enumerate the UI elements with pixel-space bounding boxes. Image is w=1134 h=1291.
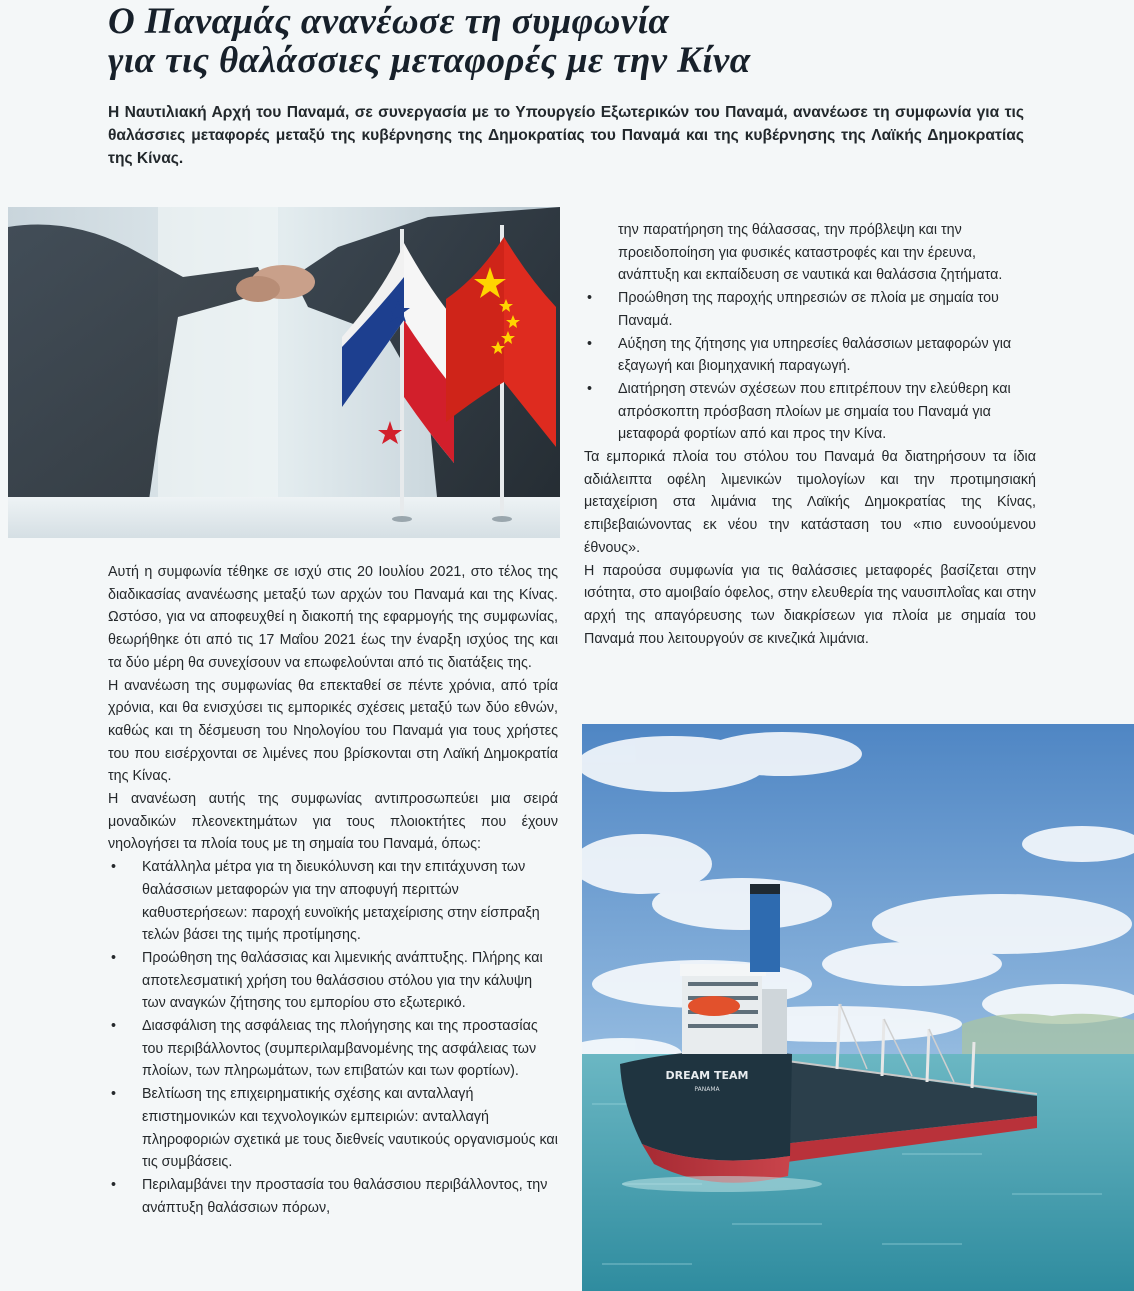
list-item-text: Κατάλληλα μέτρα για τη διευκόλυνση και την επιτάχυνση των θαλάσσιων μεταφορών για την αποφυγή περιττών καθυστερήσεων: παροχή ευνοϊκής μεταχείρισης στην είσπραξη τελών βάσει της τιμής προτίμησης. [142, 859, 540, 944]
list-item-text: Αύξηση της ζήτησης για υπηρεσίες θαλάσσιων μεταφορών για εξαγωγή και βιομηχανική παραγωγή. [618, 335, 1012, 375]
paragraph-merchant-ships: Τα εμπορικά πλοία του στόλου του Παναμά θα διατηρήσουν τα ίδια αδιάλειπτα οφέλη λιμενικών τιμολογίων και την προτιμησιακή μεταχείριση στα λιμάνια της Λαϊκής Δημοκρατίας της Κίνας, επιβεβαιώνοντας εκ νέου την κατάσταση του «πιο ευνοούμενου έθνους». [584, 449, 1036, 556]
list-item-text: Διασφάλιση της ασφάλειας της πλοήγησης και της προστασίας του περιβάλλοντος (συμπεριλαμβανομένης της ασφάλειας των πλοίων, των πληρωμάτων, των επιβατών και των φορτίων). [142, 1018, 538, 1080]
left-column [108, 561, 558, 1219]
list-item [108, 856, 558, 947]
bullet-marker: • [111, 859, 117, 876]
bullet-marker: • [111, 1176, 117, 1193]
list-item-continuation [584, 219, 1036, 287]
article-lead: Η Ναυτιλιακή Αρχή του Παναμά, σε συνεργασία με το Υπουργείο Εξωτερικών του Παναμά, ανανέωσε τη συμφωνία για τις θαλάσσιες μεταφορές μεταξύ της κυβέρνησης της Δημοκρατίας του Παναμά και της κυβέρνησης της Λαϊκής Δημοκρατίας της Κίνας. [108, 104, 1024, 167]
bullet-marker: • [111, 1018, 117, 1035]
ship-name-plate: DREAM TEAM [665, 1069, 749, 1082]
bullet-marker: • [111, 1086, 117, 1103]
cargo-ship-photo [582, 724, 1134, 1291]
list-item [584, 287, 1036, 332]
bullet-marker: • [587, 290, 593, 307]
article-title [108, 2, 1108, 80]
advantages-list [108, 856, 558, 1219]
paragraph-agreement-basis: Η παρούσα συμφωνία για τις θαλάσσιες μεταφορές βασίζεται στην ισότητα, στο αμοιβαίο όφελος, στην ελευθερία της ναυσιπλοΐας και στην αρχή της απαγόρευσης των διακρίσεων για πλοία με σημαία του Παναμά που λειτουργούν σε κινεζικά λιμάνια. [584, 562, 1036, 647]
list-item-text: Βελτίωση της επιχειρηματικής σχέσης και ανταλλαγή επιστημονικών και τεχνολογικών εμπειριών: ανταλλαγή πληροφοριών σχετικά με τους διεθνείς ναυτικούς οργανισμούς και τις συμβάσεις. [142, 1086, 558, 1171]
paragraph-advantages-intro: Η ανανέωση αυτής της συμφωνίας αντιπροσωπεύει μια σειρά μοναδικών πλεονεκτημάτων για τους πλοιοκτήτες που έχουν νηολογήσει τα πλοία τους με τη σημαία του Παναμά, όπως: [108, 791, 558, 853]
advantages-list-continued [584, 219, 1036, 446]
list-item-text: Προώθηση της θαλάσσιας και λιμενικής ανάπτυξης. Πλήρης και αποτελεσματική χρήση του θαλάσσιου στόλου για την κάλυψη των αναγκών ζήτησης του εμπορίου στο εξωτερικό. [142, 949, 543, 1012]
list-item-text: την παρατήρηση της θάλασσας, την πρόβλεψη και την προειδοποίηση για φυσικές καταστροφές και την έρευνα, ανάπτυξη και εκπαίδευση σε ναυτικά και θαλάσσια ζητήματα. [618, 222, 1003, 284]
bullet-marker: • [111, 949, 117, 966]
title-line-2: για τις θαλάσσιες μεταφορές με την Κίνα [108, 40, 751, 81]
list-item-text: Περιλαμβάνει την προστασία του θαλάσσιου περιβάλλοντος, την ανάπτυξη θαλάσσιων πόρων, [142, 1176, 548, 1216]
bullet-marker: • [587, 380, 593, 397]
paragraph-renewal-five-years: Η ανανέωση της συμφωνίας θα επεκταθεί σε πέντε χρόνια, από τρία χρόνια, και θα ενισχύσει τις εμπορικές σχέσεις μεταξύ των δύο εθνών, καθώς και τη δέσμευση του Νηολογίου του Παναμά για τους χρήστες του που εισέρχονται σε λιμένες που βρίσκονται στη Λαϊκή Δημοκρατία της Κίνας. [108, 677, 558, 785]
list-item-text: Προώθηση της παροχής υπηρεσιών σε πλοία με σημαία του Παναμά. [618, 290, 999, 329]
paragraph-agreement-in-force: Αυτή η συμφωνία τέθηκε σε ισχύ στις 20 Ιουλίου 2021, στο τέλος της διαδικασίας ανανέωσης μεταξύ των αρχών του Παναμά και της Κίνας. Ωστόσο, για να αποφευχθεί η διακοπή της εφαρμογής της συμφωνίας, θεωρήθηκε ότι από τις 17 Μαΐου 2021 έως την έναρξη ισχύος της και τα δύο μέρη θα συνεχίσουν να επωφελούνται από τις διατάξεις της. [108, 564, 558, 671]
list-item [108, 1015, 558, 1083]
list-item-text: Διατήρηση στενών σχέσεων που επιτρέπουν την ελεύθερη και απρόσκοπτη πρόσβαση πλοίων με σημαία του Παναμά για μεταφορά φορτίων από και προς την Κίνα. [618, 380, 1011, 443]
ship-port-plate: PANAMA [694, 1086, 720, 1093]
handshake-flags-photo [8, 207, 560, 538]
list-item [108, 1174, 558, 1219]
list-item [108, 947, 558, 1015]
list-item [584, 378, 1036, 446]
title-line-1: Ο Παναμάς ανανέωσε τη συμφωνία [108, 1, 670, 42]
list-item [584, 333, 1036, 378]
bullet-marker: • [587, 335, 593, 352]
right-column [584, 219, 1036, 650]
list-item [108, 1083, 558, 1174]
